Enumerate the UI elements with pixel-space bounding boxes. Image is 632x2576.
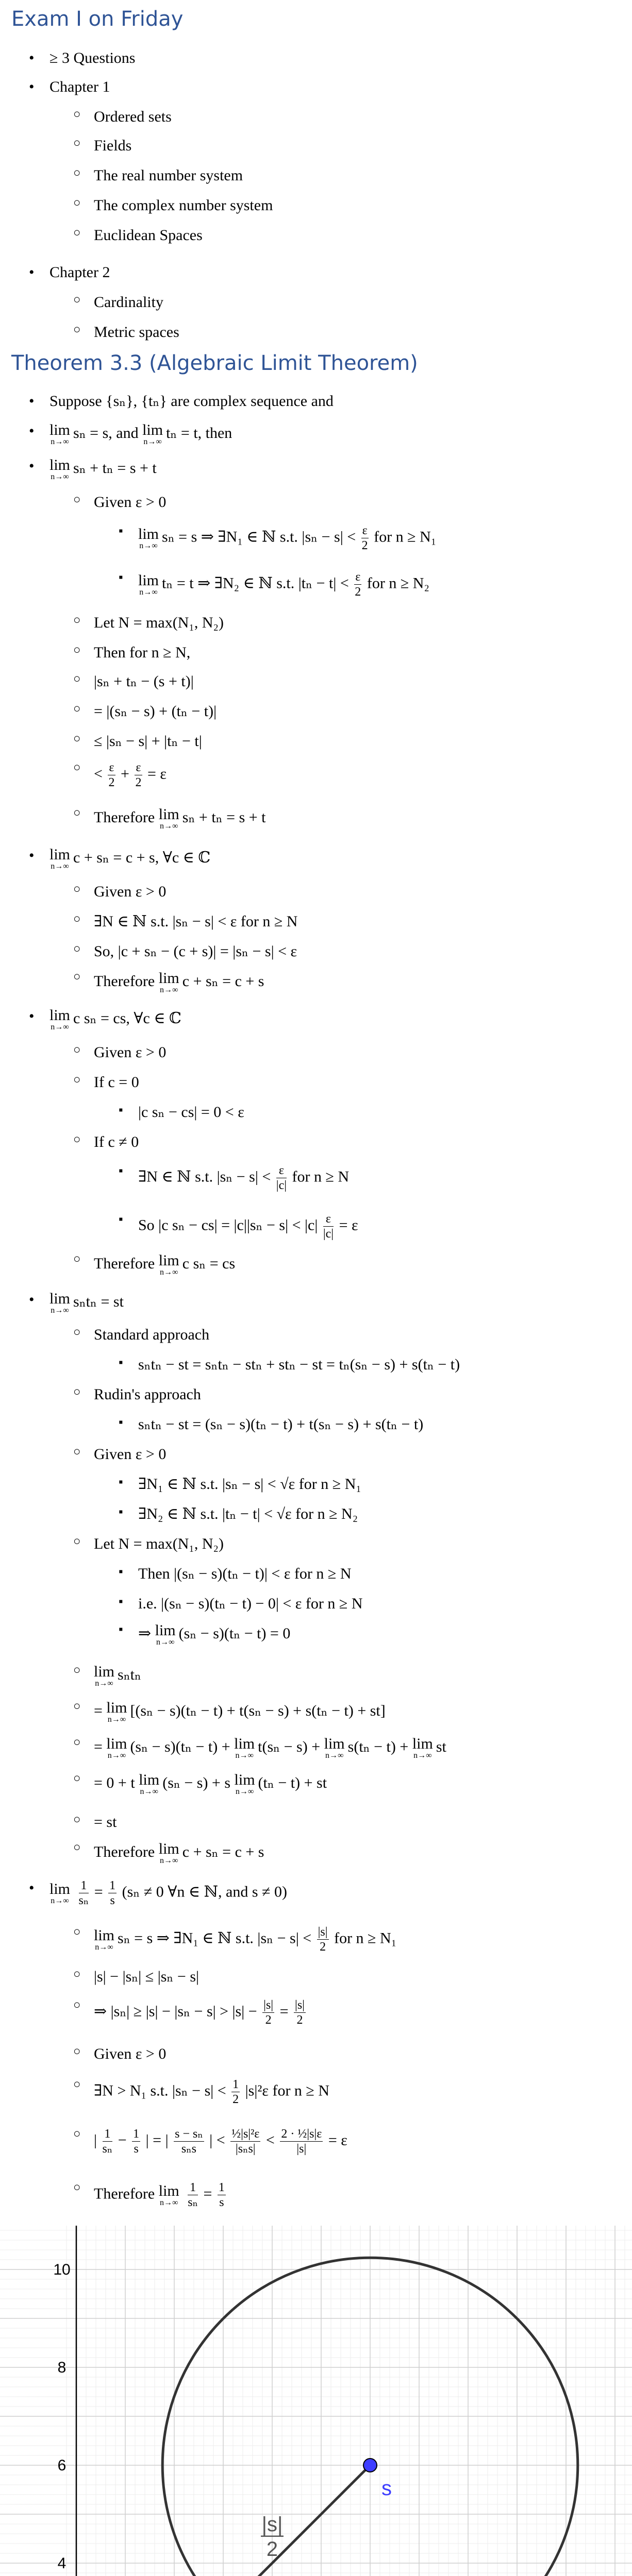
reciprocal-line-4: ○ ∃N > N₁ s.t. |sₙ − s| < $\frac{1}{2}$ |s|²ε for n ≥ N (94, 2078, 329, 2106)
y-tick-label: 8 (57, 2359, 66, 2376)
graph-canvas (0, 2226, 632, 2576)
list-item: ○ If c ≠ 0 (94, 1133, 139, 1150)
calc-line-3: ○ = lim n→∞ (sₙ − s)(tₙ − t) + lim n→∞ t(sₙ − s) + lim n→∞ s(tₙ − t) + lim n→∞ st (94, 1736, 446, 1760)
list-item: ○ Rudin's approach (94, 1386, 201, 1403)
frac-numerator: |s| (261, 2513, 283, 2536)
y-tick-label: 4 (57, 2555, 66, 2572)
list-item: ▪ sₙtₙ − st = (sₙ − s)(tₙ − t) + t(sₙ − s) + s(tₙ − t) (138, 1416, 423, 1433)
list-item: ○ If c = 0 (94, 1074, 139, 1091)
constant-sum-heading: • lim n→∞ c + sₙ = c + s, ∀c ∈ ℂ (49, 847, 210, 871)
therefore-reciprocal: ○ Therefore lim n→∞ $\frac{1}{\text{sₙ}}$ = $\frac{1}{s}$ (94, 2181, 227, 2209)
reciprocal-line-1: ○ lim n→∞ sₙ = s ⇒ ∃N₁ ∈ ℕ s.t. |sₙ − s| < $\frac{|s|}{2}$ for n ≥ N₁ (94, 1926, 396, 1953)
product-heading: • lim n→∞ sₙtₙ = st (49, 1291, 124, 1315)
list-item: • Chapter 2 (49, 264, 110, 281)
y-tick-label: 6 (57, 2457, 66, 2474)
list-item: ○ Given ε > 0 (94, 1446, 166, 1463)
list-item: ○ Let N = max(N₁, N₂) (94, 1535, 224, 1552)
label-s: s (381, 2477, 392, 2500)
list-item: ▪ |c sₙ − cs| = 0 < ε (138, 1104, 244, 1121)
grid-minor (0, 2226, 632, 2576)
list-item: ▪ Then |(sₙ − s)(tₙ − t)| < ε for n ≥ N (138, 1565, 352, 1582)
suppose-line: • Suppose {sₙ}, {tₙ} are complex sequence and (49, 393, 334, 410)
list-item: ○ So, |c + sₙ − (c + s)| = |sₙ − s| < ε (94, 943, 297, 960)
list-item: ▪ i.e. |(sₙ − s)(tₙ − t) − 0| < ε for n ≥ N (138, 1595, 362, 1612)
list-item: ○ |s| − |sₙ| ≤ |sₙ − s| (94, 1968, 199, 1985)
half-eps-sum: ○ < $\frac{\varepsilon}{2}$ + $\frac{\varepsilon}{2}$ = ε (94, 761, 167, 789)
c-so-line: ▪ So |c sₙ − cs| = |c||sₙ − s| < |c| $\frac{\varepsilon}{|c|}$ = ε (138, 1213, 358, 1240)
list-item: ○ Fields (94, 137, 131, 154)
therefore-sum: ○ Therefore lim n→∞ sₙ + tₙ = s + t (94, 807, 266, 831)
c-epsilon-line: ▪ ∃N ∈ ℕ s.t. |sₙ − s| < $\frac{\varepsilon}{|c|}$ for n ≥ N (138, 1164, 349, 1192)
list-item: ○ Then for n ≥ N, (94, 644, 190, 661)
list-item: ○ Euclidean Spaces (94, 227, 203, 244)
grid-major (0, 2226, 632, 2576)
list-item: ○ The complex number system (94, 197, 273, 214)
list-item: ▪ ∃N₁ ∈ ℕ s.t. |sₙ − s| < √ε for n ≥ N₁ (138, 1476, 361, 1493)
list-item: ○ Given ε > 0 (94, 494, 166, 511)
reciprocal-line-5: ○ | $\frac{1}{\text{sₙ}}$ − $\frac{1}{s}$ | = | $\frac{\text{s − sₙ}}{\text{sₙs}}$ | < $\frac{\text{½|s|²ε}}{\text{|sₙs|}}$ < $\frac{\text{2 · ½|s|ε}}{|s|}$ = ε (94, 2128, 347, 2155)
tn-epsilon-line: ▪ lim n→∞ tₙ = t ⇒ ∃N₂ ∈ ℕ s.t. |tₙ − t| < $\frac{\varepsilon}{2}$ for n ≥ N₂ (138, 571, 429, 598)
list-item: ○ = st (94, 1814, 117, 1831)
list-item: ○ |sₙ + tₙ − (s + t)| (94, 673, 194, 690)
list-item: ▪ ∃N₂ ∈ ℕ s.t. |tₙ − t| < √ε for n ≥ N₂ (138, 1505, 358, 1522)
implies-line: ▪ ⇒ lim n→∞ (sₙ − s)(tₙ − t) = 0 (138, 1623, 290, 1647)
theorem-title: Theorem 3.3 (Algebraic Limit Theorem) (11, 351, 418, 375)
frac-denominator: 2 (266, 2537, 278, 2561)
reciprocal-line-3: ○ ⇒ |sₙ| ≥ |s| − |sₙ − s| > |s| − $\frac{|s|}{2}$ = $\frac{|s|}{2}$ (94, 1999, 307, 2026)
list-item: ○ ≤ |sₙ − s| + |tₙ − t| (94, 733, 202, 750)
constant-product-heading: • lim n→∞ c sₙ = cs, ∀c ∈ ℂ (49, 1008, 181, 1031)
list-item: ○ Given ε > 0 (94, 2045, 166, 2062)
calc-line-2: ○ = lim n→∞ [(sₙ − s)(tₙ − t) + t(sₙ − s) + s(tₙ − t) + st] (94, 1700, 386, 1724)
therefore-constant-sum: ○ Therefore lim n→∞ c + sₙ = c + s (94, 971, 264, 994)
calc-line-1: ○ lim n→∞ sₙtₙ (94, 1664, 141, 1688)
given-limits: • lim n→∞ sₙ = s, and lim n→∞ tₙ = t, then (49, 422, 232, 446)
sum-limit-heading: • lim n→∞ sₙ + tₙ = s + t (49, 457, 157, 481)
list-item: ○ Let N = max(N₁, N₂) (94, 614, 224, 631)
list-item: • Chapter 1 (49, 78, 110, 95)
list-item: ○ ∃N ∈ ℕ s.t. |sₙ − s| < ε for n ≥ N (94, 913, 297, 930)
list-item: ▪ sₙtₙ − st = sₙtₙ − stₙ + stₙ − st = tₙ(sₙ − s) + s(tₙ − t) (138, 1356, 460, 1373)
list-item: ○ Ordered sets (94, 108, 172, 125)
list-item: ○ Given ε > 0 (94, 1044, 166, 1061)
y-tick-label: 10 (53, 2261, 71, 2278)
list-item: ○ = |(sₙ − s) + (tₙ − t)| (94, 703, 217, 720)
therefore-product: ○ Therefore lim n→∞ c + sₙ = c + s (94, 1841, 264, 1865)
exam-title: Exam I on Friday (11, 7, 184, 31)
list-item: • ≥ 3 Questions (49, 49, 135, 66)
reciprocal-heading: • lim n→∞ $\frac{1}{\text{sₙ}}$ = $\frac{1}{s}$ (sₙ ≠ 0 ∀n ∈ ℕ, and s ≠ 0) (49, 1879, 287, 1907)
therefore-constant-product: ○ Therefore lim n→∞ c sₙ = cs (94, 1253, 235, 1277)
list-item: ○ Metric spaces (94, 324, 179, 341)
point-s (363, 2459, 377, 2472)
list-item: ○ Given ε > 0 (94, 883, 166, 900)
list-item: ○ Cardinality (94, 294, 163, 311)
geometry-graph (0, 2226, 632, 2576)
calc-line-4: ○ = 0 + t lim n→∞ (sₙ − s) + s lim n→∞ (tₙ − t) + st (94, 1772, 327, 1796)
sn-epsilon-line: ▪ lim n→∞ sₙ = s ⇒ ∃N₁ ∈ ℕ s.t. |sₙ − s| < $\frac{\varepsilon}{2}$ for n ≥ N₁ (138, 524, 436, 552)
list-item: ○ Standard approach (94, 1326, 209, 1343)
list-item: ○ The real number system (94, 167, 243, 184)
